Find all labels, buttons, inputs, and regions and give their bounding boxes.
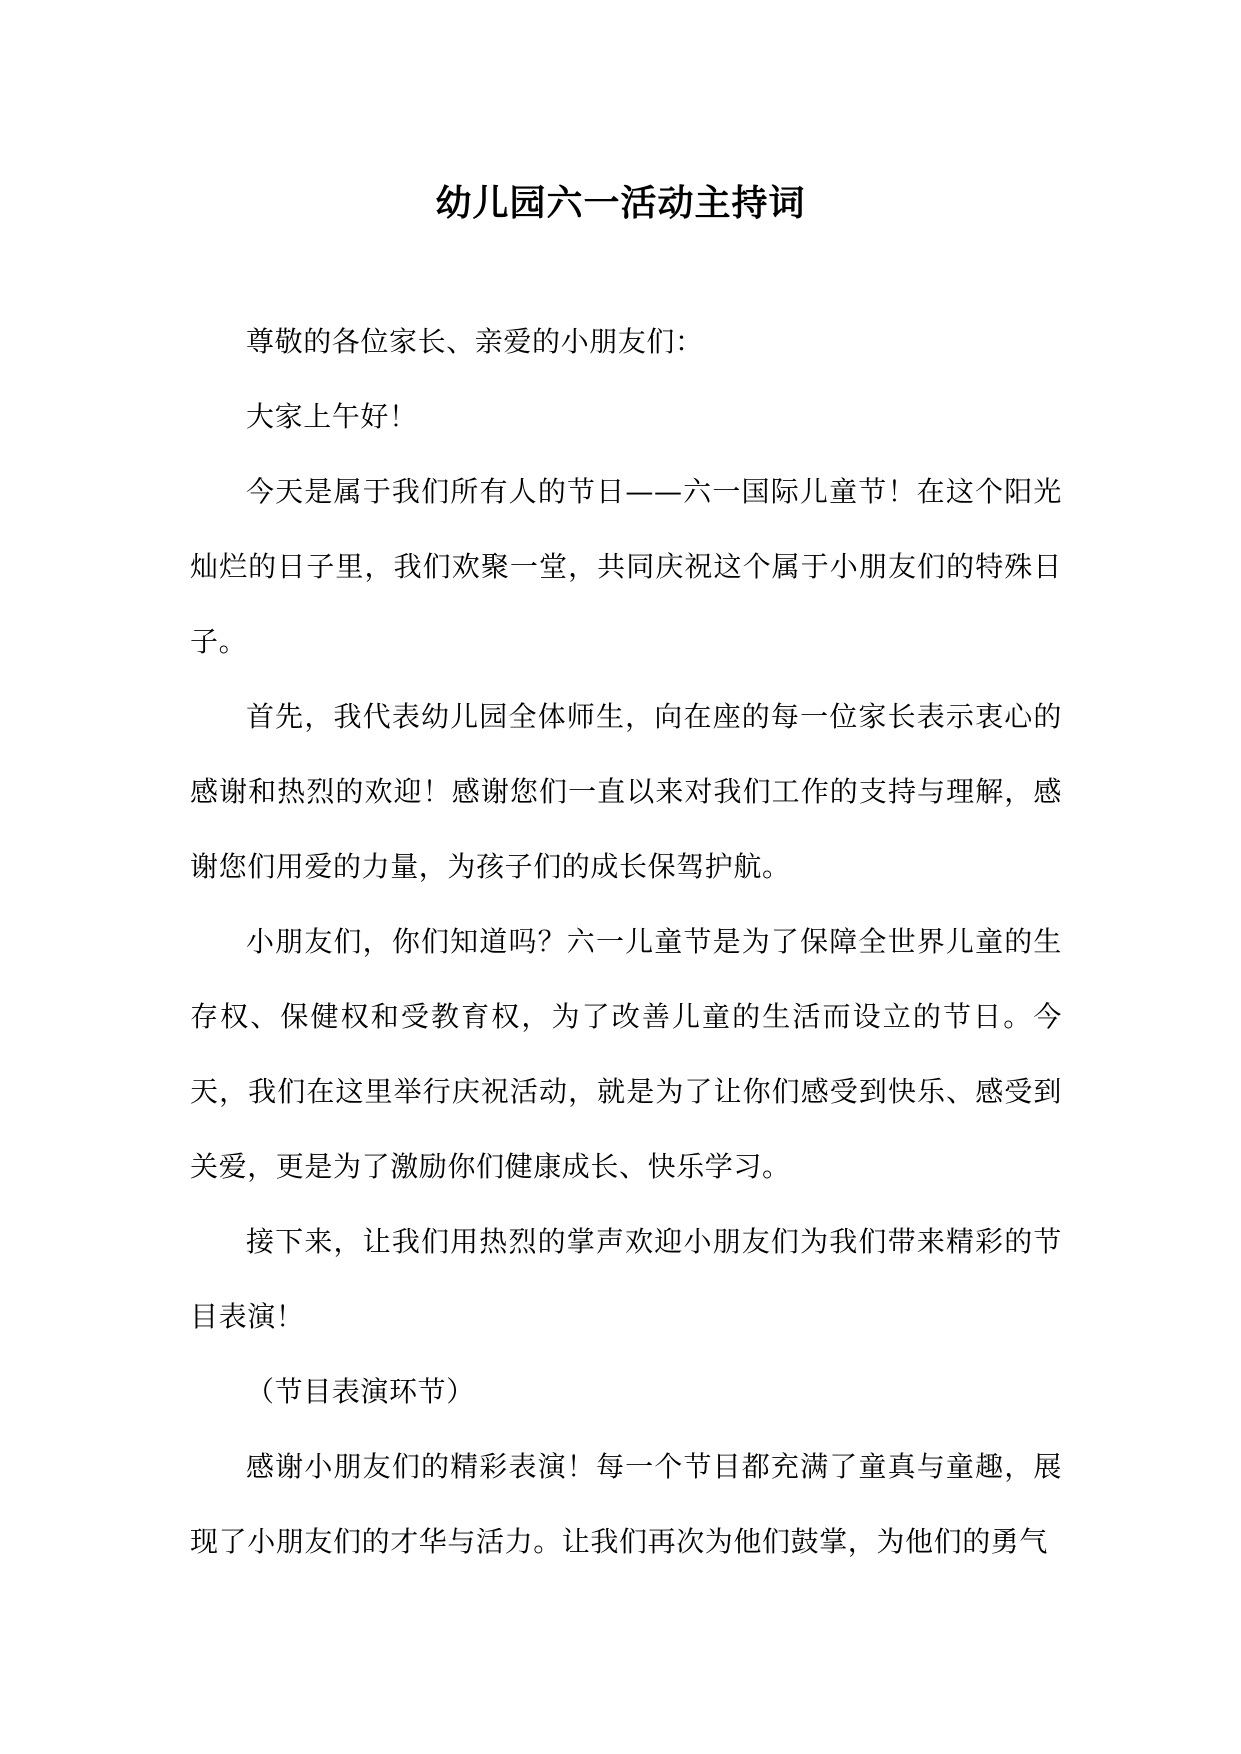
paragraph-meaning: 小朋友们，你们知道吗？六一儿童节是为了保障全世界儿童的生存权、保健权和受教育权，为了改善儿童的生活而设立的节日。今天，我们在这里举行庆祝活动，就是为了让你们感受到快乐、感受到关爱，更是为了激励你们健康成长、快乐学习。 <box>190 925 1062 1183</box>
document-body <box>190 304 1062 1579</box>
paragraph-thanks-performers: 感谢小朋友们的精彩表演！每一个节目都充满了童真与童趣，展现了小朋友们的才华与活力。让我们再次为他们鼓掌，为他们的勇气 <box>190 1450 1062 1558</box>
paragraph-thanks-parents: 首先，我代表幼儿园全体师生，向在座的每一位家长表示衷心的感谢和热烈的欢迎！感谢您们一直以来对我们工作的支持与理解，感谢您们用爱的力量，为孩子们的成长保驾护航。 <box>190 700 1062 883</box>
paragraph-greeting: 尊敬的各位家长、亲爱的小朋友们： <box>246 325 704 358</box>
paragraph-performance-section: （节目表演环节） <box>246 1375 475 1408</box>
document-title: 幼儿园六一活动主持词 <box>435 182 806 224</box>
paragraph-good-morning: 大家上午好！ <box>246 400 418 433</box>
paragraph-childrens-day: 今天是属于我们所有人的节日——六一国际儿童节！在这个阳光灿烂的日子里，我们欢聚一堂，共同庆祝这个属于小朋友们的特殊日子。 <box>190 475 1062 658</box>
paragraph-performance-intro: 接下来，让我们用热烈的掌声欢迎小朋友们为我们带来精彩的节目表演！ <box>190 1225 1062 1333</box>
